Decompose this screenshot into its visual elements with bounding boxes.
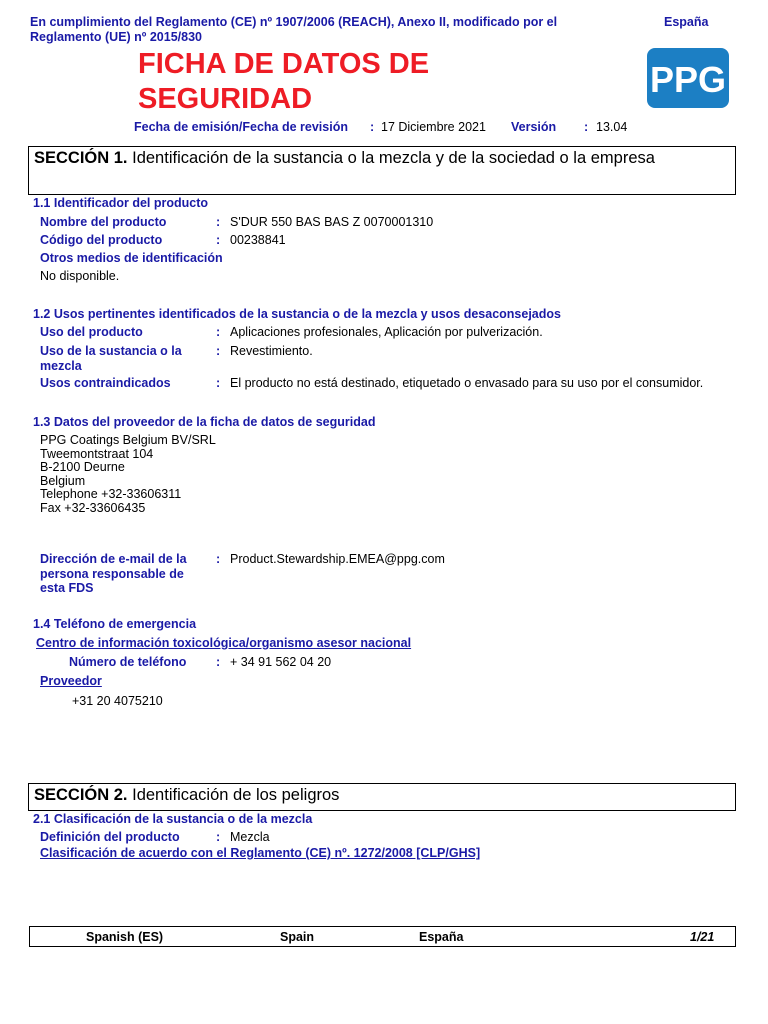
product-use-value: Aplicaciones profesionales, Aplicación por pulverización. [230,325,543,339]
colon: : [216,376,221,390]
footer-country-local: España [419,930,464,944]
responsible-email-value: Product.Stewardship.EMEA@ppg.com [230,552,445,566]
section-2-number: SECCIÓN 2. [34,786,128,804]
product-definition-label: Definición del producto [40,830,180,844]
issue-date-colon: : [370,120,375,134]
supplier-line: Fax +32-33606435 [40,500,146,515]
supplier-line: Tweemontstraat 104 [40,446,154,461]
supplier-line: PPG Coatings Belgium BV/SRL [40,433,216,447]
ppg-logo [647,48,729,108]
page-footer [29,926,736,947]
page-number: 1/21 [690,930,715,944]
product-code-label: Código del producto [40,233,163,247]
emergency-phone-value: + 34 91 562 04 20 [230,655,332,669]
subsection-1-3-title: 1.3 Datos del proveedor de la ficha de datos de seguridad [33,415,376,429]
document-title: FICHA DE DATOS DE SEGURIDAD [138,48,430,115]
product-name-value: S'DUR 550 BAS BAS Z 0070001310 [230,215,434,229]
version-colon: : [584,120,589,134]
clp-classification-label: Clasificación de acuerdo con el Reglamento (CE) nº. 1272/2008 [CLP/GHS] [40,846,481,860]
product-use-label: Uso del producto [40,325,143,339]
section-1-heading [28,146,736,195]
supplier-address [40,434,216,516]
supplier-line: Telephone +32-33606311 [40,487,182,502]
regulation-note: En cumplimiento del Reglamento (CE) nº 1907/2006 (REACH), Anexo II, modificado por el Reglamento (UE) nº 2015/830 [30,15,558,44]
ppg-logo-text: PPG [649,59,727,100]
footer-language: Spanish (ES) [86,930,164,944]
product-code-value: 00238841 [230,233,286,247]
colon: : [216,344,221,358]
colon: : [216,552,221,566]
version-value: 13.04 [596,120,628,134]
contraindicated-uses-value: El producto no está destinado, etiquetado o envasado para su uso por el consumidor. [230,376,704,390]
section-1-number: SECCIÓN 1. [34,149,128,167]
product-name-label: Nombre del producto [40,215,167,229]
subsection-2-1-title: 2.1 Clasificación de la sustancia o de la mezcla [33,812,313,826]
supplier-line: B-2100 Deurne [40,460,125,475]
version-label: Versión [511,120,557,134]
subsection-1-4-title: 1.4 Teléfono de emergencia [33,617,197,631]
substance-use-value: Revestimiento. [230,344,313,358]
poison-center-label: Centro de información toxicológica/organismo asesor nacional [36,636,412,650]
section-2-heading [28,783,736,811]
emergency-phone-label: Número de teléfono [69,655,187,669]
section-2-title: Identificación de los peligros [132,786,340,804]
issue-date-label: Fecha de emisión/Fecha de revisión [134,120,348,134]
issue-date-value: 17 Diciembre 2021 [381,120,486,134]
contraindicated-uses-label: Usos contraindicados [40,376,171,390]
colon: : [216,233,221,247]
supplier-emergency-label: Proveedor [40,674,102,688]
supplier-emergency-phone: +31 20 4075210 [72,694,163,708]
responsible-email-label: Dirección de e-mail de la persona responsable de esta FDS [40,552,187,595]
colon: : [216,830,221,844]
other-identification-label: Otros medios de identificación [40,251,223,265]
subsection-1-1-title: 1.1 Identificador del producto [33,196,209,210]
header-country: España [664,15,709,29]
product-definition-value: Mezcla [230,830,270,844]
supplier-line: Belgium [40,473,86,488]
footer-country: Spain [280,930,315,944]
section-1-title: Identificación de la sustancia o la mezcla y de la sociedad o la empresa [132,149,655,167]
colon: : [216,325,221,339]
substance-use-label: Uso de la sustancia o la mezcla [40,344,182,373]
colon: : [216,655,221,669]
subsection-1-2-title: 1.2 Usos pertinentes identificados de la sustancia o de la mezcla y usos desaconsejados [33,307,561,321]
other-identification-value: No disponible. [40,269,120,283]
colon: : [216,215,221,229]
